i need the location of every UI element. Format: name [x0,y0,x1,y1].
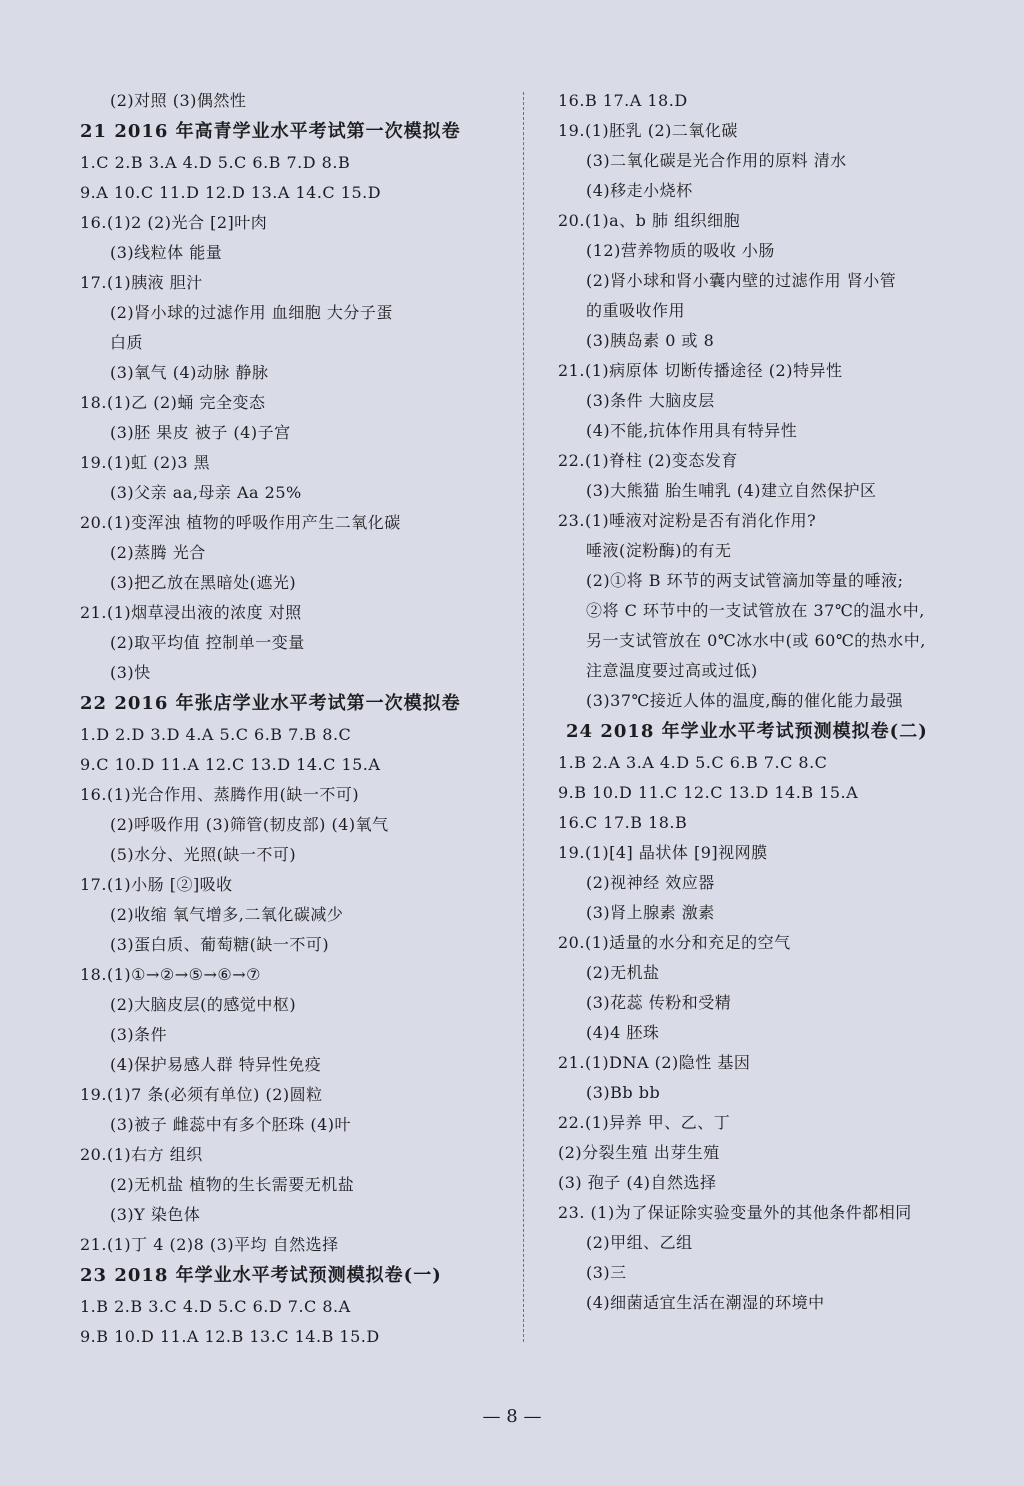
answer-line: 21.(1)DNA (2)隐性 基因 [558,1053,751,1072]
answer-line: 23. (1)为了保证除实验变量外的其他条件都相同 [558,1203,912,1222]
answer-line: (12)营养物质的吸收 小肠 [586,241,775,260]
answer-line: (2)①将 B 环节的两支试管滴加等量的唾液; [586,571,904,590]
answer-line: (4)4 胚珠 [586,1023,660,1042]
answer-line: 22.(1)脊柱 (2)变态发育 [558,451,738,470]
answer-line: 21.(1)烟草浸出液的浓度 对照 [80,603,302,622]
answer-line: 18.(1)乙 (2)蛹 完全变态 [80,393,266,412]
answer-line: (3)肾上腺素 激素 [586,903,715,922]
answer-line: (2)呼吸作用 (3)筛管(韧皮部) (4)氧气 [110,815,389,834]
answer-line: 17.(1)小肠 [②]吸收 [80,875,233,894]
answer-line: 另一支试管放在 0℃冰水中(或 60℃的热水中, [586,631,926,650]
answer-line: (3)被子 雌蕊中有多个胚珠 (4)叶 [110,1115,352,1134]
answer-line: (2)视神经 效应器 [586,873,715,892]
answer-line: (2)大脑皮层(的感觉中枢) [110,995,297,1014]
answer-line: 19.(1)[4] 晶状体 [9]视网膜 [558,843,768,862]
section-heading: 23 2018 年学业水平考试预测模拟卷(一) [80,1265,442,1286]
answer-line: (3)快 [110,663,151,682]
answer-line: 18.(1)①→②→⑤→⑥→⑦ [80,965,261,984]
answer-line: 20.(1)a、b 肺 组织细胞 [558,211,741,230]
answer-line: 21.(1)病原体 切断传播途径 (2)特异性 [558,361,843,380]
answer-line: (2)蒸腾 光合 [110,543,206,562]
answer-line: (4)细菌适宜生活在潮湿的环境中 [586,1293,825,1312]
right-answer-column [558,86,968,1318]
section-heading: 24 2018 年学业水平考试预测模拟卷(二) [566,721,928,742]
answer-line: (3)条件 [110,1025,168,1044]
answer-line: (2)甲组、乙组 [586,1233,693,1252]
answer-line: (3)二氧化碳是光合作用的原料 清水 [586,151,847,170]
answer-line: (2)分裂生殖 出芽生殖 [558,1143,720,1162]
answer-line: 16.(1)2 (2)光合 [2]叶肉 [80,213,268,232]
answer-line: (3)37℃接近人体的温度,酶的催化能力最强 [586,691,904,710]
answer-line: (3)三 [586,1263,627,1282]
answer-line: (2)收缩 氧气增多,二氧化碳减少 [110,905,344,924]
answer-line: 16.B 17.A 18.D [558,91,688,110]
answer-line: 20.(1)变浑浊 植物的呼吸作用产生二氧化碳 [80,513,401,532]
answer-line: 20.(1)右方 组织 [80,1145,203,1164]
answer-line: 唾液(淀粉酶)的有无 [586,541,732,560]
answer-line: (3)线粒体 能量 [110,243,223,262]
section-heading: 21 2016 年高青学业水平考试第一次模拟卷 [80,121,461,142]
answer-line: 1.B 2.B 3.C 4.D 5.C 6.D 7.C 8.A [80,1297,351,1316]
answer-line: 1.D 2.D 3.D 4.A 5.C 6.B 7.B 8.C [80,725,352,744]
answer-line: 19.(1)7 条(必须有单位) (2)圆粒 [80,1085,323,1104]
answer-line: 9.C 10.D 11.A 12.C 13.D 14.C 15.A [80,755,381,774]
answer-line: (3)Y 染色体 [110,1205,201,1224]
answer-line: ②将 C 环节中的一支试管放在 37℃的温水中, [586,601,925,620]
answer-line: (3)Bb bb [586,1083,661,1102]
answer-line: (4)保护易感人群 特异性免疫 [110,1055,322,1074]
answer-line: 1.B 2.A 3.A 4.D 5.C 6.B 7.C 8.C [558,753,828,772]
answer-line: 9.B 10.D 11.A 12.B 13.C 14.B 15.D [80,1327,380,1346]
answer-line: 22.(1)异养 甲、乙、丁 [558,1113,731,1132]
answer-line: (2)肾小球和肾小囊内壁的过滤作用 肾小管 [586,271,897,290]
answer-line: (3)胚 果皮 被子 (4)子宫 [110,423,291,442]
left-answer-column [80,86,512,1352]
answer-line: (3)父亲 aa,母亲 Aa 25% [110,483,302,502]
answer-line: 23.(1)唾液对淀粉是否有消化作用? [558,511,817,530]
answer-line: 16.(1)光合作用、蒸腾作用(缺一不可) [80,785,360,804]
answer-line: (2)无机盐 [586,963,660,982]
answer-line: (3)蛋白质、葡萄糖(缺一不可) [110,935,330,954]
answer-line: 白质 [110,333,144,352]
answer-line: 21.(1)丁 4 (2)8 (3)平均 自然选择 [80,1235,339,1254]
answer-line: (3)氧气 (4)动脉 静脉 [110,363,269,382]
answer-line: 19.(1)虹 (2)3 黑 [80,453,211,472]
answer-line: 9.B 10.D 11.C 12.C 13.D 14.B 15.A [558,783,859,802]
answer-line: 9.A 10.C 11.D 12.D 13.A 14.C 15.D [80,183,382,202]
answer-line: (3)大熊猫 胎生哺乳 (4)建立自然保护区 [586,481,877,500]
answer-line: 17.(1)胰液 胆汁 [80,273,203,292]
answer-line: (2)无机盐 植物的生长需要无机盐 [110,1175,355,1194]
answer-line: (2)肾小球的过滤作用 血细胞 大分子蛋 [110,303,393,322]
answer-line: (3)胰岛素 0 或 8 [586,331,715,350]
answer-line: 注意温度要过高或过低) [586,661,758,680]
answer-line: (4)不能,抗体作用具有特异性 [586,421,798,440]
answer-line: 20.(1)适量的水分和充足的空气 [558,933,791,952]
answer-line: 16.C 17.B 18.B [558,813,688,832]
answer-line: 19.(1)胚乳 (2)二氧化碳 [558,121,738,140]
section-heading: 22 2016 年张店学业水平考试第一次模拟卷 [80,693,461,714]
page-number: — 8 — [482,1406,542,1427]
column-divider [523,92,524,1342]
answer-line: (2)对照 (3)偶然性 [110,91,247,110]
answer-line: (3) 孢子 (4)自然选择 [558,1173,717,1192]
answer-line: (2)取平均值 控制单一变量 [110,633,305,652]
answer-line: (3)把乙放在黑暗处(遮光) [110,573,297,592]
answer-line: (3)条件 大脑皮层 [586,391,715,410]
answer-line: (3)花蕊 传粉和受精 [586,993,732,1012]
answer-line: 1.C 2.B 3.A 4.D 5.C 6.B 7.D 8.B [80,153,351,172]
answer-line: (4)移走小烧杯 [586,181,693,200]
answer-line: 的重吸收作用 [586,301,686,320]
answer-line: (5)水分、光照(缺一不可) [110,845,297,864]
